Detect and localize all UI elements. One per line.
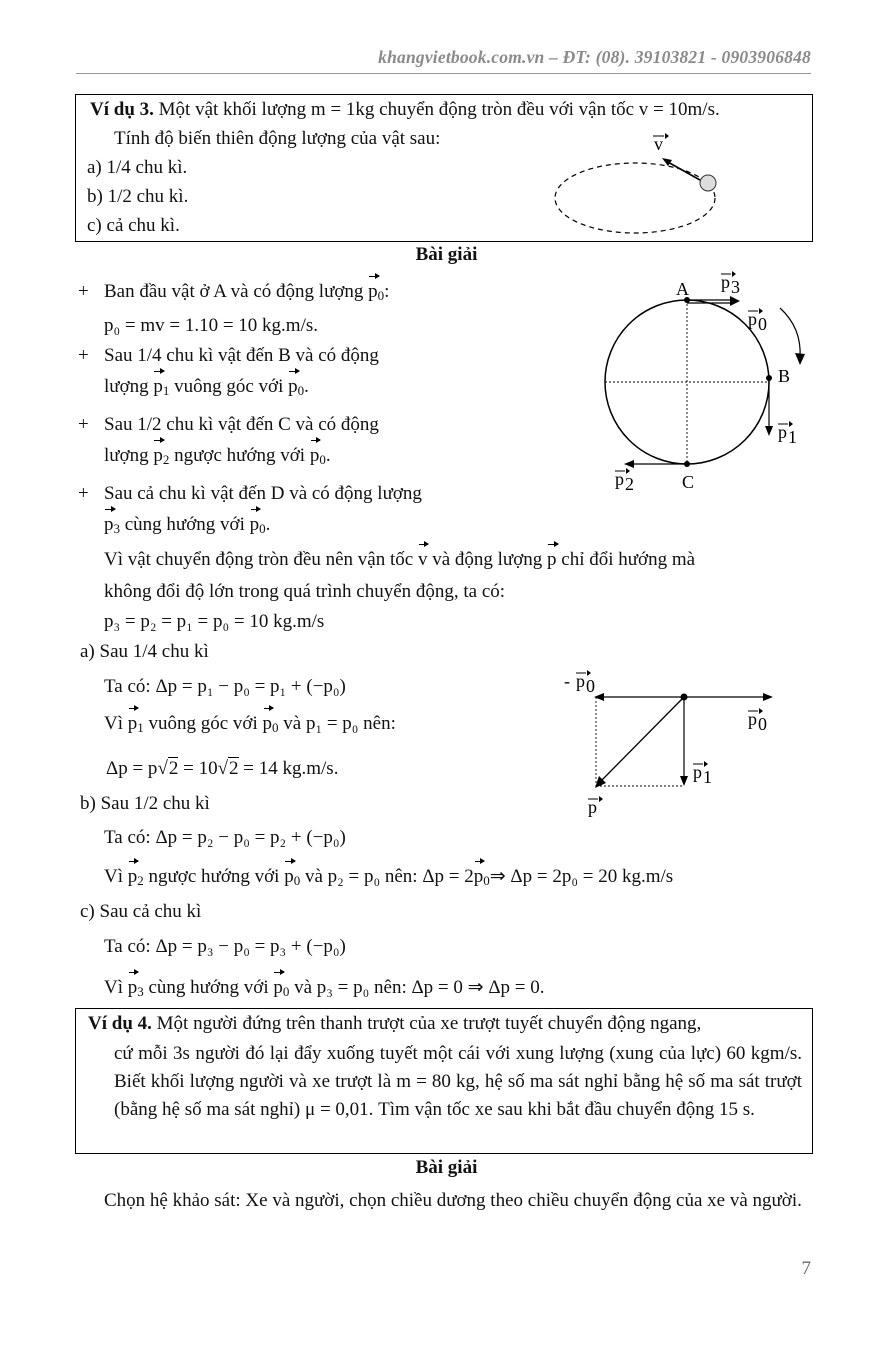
example-3-prompt: Tính độ biến thiên động lượng của vật sau: — [114, 128, 441, 149]
svg-text:p: p — [748, 709, 757, 729]
sol3-line-7: Sau cả chu kì vật đến D và có động lượng — [104, 483, 422, 504]
plus-4: + — [78, 483, 89, 504]
svg-text:-: - — [564, 671, 570, 691]
header-rule — [76, 73, 811, 74]
page-header: khangvietbook.com.vn – ĐT: (08). 39103821 - 0903906848 — [378, 47, 811, 67]
solution-4-text: Chọn hệ khảo sát: Xe và người, chọn chiều dương theo chiều chuyển động của xe và người. — [104, 1190, 802, 1211]
p0-right-label — [748, 708, 767, 734]
svg-text:0: 0 — [586, 676, 595, 696]
sol3-line-11: p₃ = p₂ = p₁ = p₀ = 10 kg.m/s — [104, 611, 325, 632]
p2-label — [615, 468, 634, 494]
svg-text:0: 0 — [758, 714, 767, 734]
plus-3: + — [78, 414, 89, 435]
sol3-line-3: Sau 1/4 chu kì vật đến B và có động — [104, 345, 379, 366]
solution-4-title: Bài giải — [415, 1157, 478, 1178]
orbit-figure — [540, 128, 740, 238]
example-4-text: cứ mỗi 3s người đó lại đẩy xuống tuyết một cái với xung lượng (xung của lực) 60 kgm/s. Biết khối lượng người và xe trượt là m = 80 kg, hệ số ma sát nghỉ bằng hệ số ma sát trượt (bằng hệ số ma sát nghỉ) μ = 0,01. Tìm vận tốc xe sau khi bắt đầu chuyển động 15 s. — [114, 1043, 802, 1120]
option-a: a) 1/4 chu kì. — [87, 157, 188, 178]
part-a-label: a) Sau 1/4 chu kì — [80, 641, 209, 662]
solution-3-title: Bài giải — [415, 244, 478, 265]
point-a-label: A — [676, 279, 689, 299]
sol3-line-10: không đổi độ lớn trong quá trình chuyển động, ta có: — [104, 581, 506, 602]
svg-text:1: 1 — [788, 427, 797, 447]
minus-p0-label — [564, 670, 595, 696]
part-c-label: c) Sau cả chu kì — [80, 901, 202, 922]
example-3-text: Một vật khối lượng m = 1kg chuyển động tròn đều với vận tốc v = 10m/s. — [153, 99, 720, 120]
svg-text:3: 3 — [731, 277, 740, 297]
example-3-statement — [90, 99, 720, 121]
svg-text:p: p — [615, 469, 624, 489]
svg-text:p: p — [778, 422, 787, 442]
point-c-label: C — [682, 472, 695, 492]
p1-down-label — [693, 761, 712, 787]
sol3-line-2: p₀ = mv = 1.10 = 10 kg.m/s. — [104, 315, 319, 336]
p3-label — [721, 271, 740, 297]
part-b-label: b) Sau 1/2 chu kì — [80, 793, 210, 814]
sol3-line-1: Ban đầu vật ở A và có động lượng $p_0$: — [104, 281, 390, 303]
part-c-equation: Ta có: Δp = p₃ − p₀ = p₃ + (−p₀) — [104, 936, 346, 957]
svg-text:1: 1 — [703, 767, 712, 787]
option-b: b) 1/2 chu kì. — [87, 186, 189, 207]
option-c: c) cả chu kì. — [87, 215, 180, 236]
circle-figure — [590, 270, 830, 500]
sol3-line-5: Sau 1/2 chu kì vật đến C và có động — [104, 414, 379, 435]
sol3-line-8: $p_3$ cùng hướng với $p_0$. — [104, 514, 271, 536]
part-a-result: Δp = p√2 = 10√2 = 14 kg.m/s. — [106, 758, 339, 779]
svg-text:2: 2 — [625, 474, 634, 494]
part-a-equation: Ta có: Δp = p₁ − p₀ = p₁ + (−p₀) — [104, 676, 346, 697]
page-number: 7 — [801, 1258, 811, 1279]
svg-text:0: 0 — [758, 314, 767, 334]
svg-text:p: p — [721, 272, 730, 292]
point-b-label: B — [778, 366, 791, 386]
svg-text:p: p — [693, 762, 702, 782]
sol3-line-4: lượng $p_1$ vuông góc với $p_0$. — [104, 376, 309, 398]
part-c-reason: Vì $p_3$ cùng hướng với $p_0$ và p₃ = p₀ nên: Δp = 0 ⇒ Δp = 0. — [104, 977, 545, 999]
p1-label — [778, 421, 797, 447]
sol3-line-6: lượng $p_2$ ngược hướng với $p_0$. — [104, 445, 331, 467]
plus-2: + — [78, 345, 89, 366]
sol3-line-9: Vì vật chuyển động tròn đều nên vận tốc v và động lượng p chỉ đổi hướng mà — [104, 549, 696, 570]
svg-text:p: p — [576, 671, 585, 691]
part-b-equation: Ta có: Δp = p₂ − p₀ = p₂ + (−p₀) — [104, 827, 346, 848]
svg-text:p: p — [588, 797, 597, 817]
p-result-label — [588, 796, 603, 817]
part-a-reason: Vì $p_1$ vuông góc với $p_0$ và p₁ = p₀ nên: — [104, 713, 396, 735]
plus-1: + — [78, 281, 89, 302]
svg-text:p: p — [748, 309, 757, 329]
example-4-line-1: Ví dụ 4. Một người đứng trên thanh trượt của xe trượt tuyết chuyển động ngang, — [88, 1013, 702, 1034]
part-b-reason: Vì $p_2$ ngược hướng với $p_0$ và p₂ = p₀ nên: $\Delta p = 2p_0\Rightarrow$ Δp = 2p₀ = 20 kg.m/s — [104, 866, 674, 888]
example-4-label: Ví dụ 4. — [88, 1013, 152, 1034]
example-3-label: Ví dụ 3. — [90, 99, 154, 120]
velocity-label: v — [654, 134, 663, 154]
vector-diagram — [560, 668, 780, 818]
